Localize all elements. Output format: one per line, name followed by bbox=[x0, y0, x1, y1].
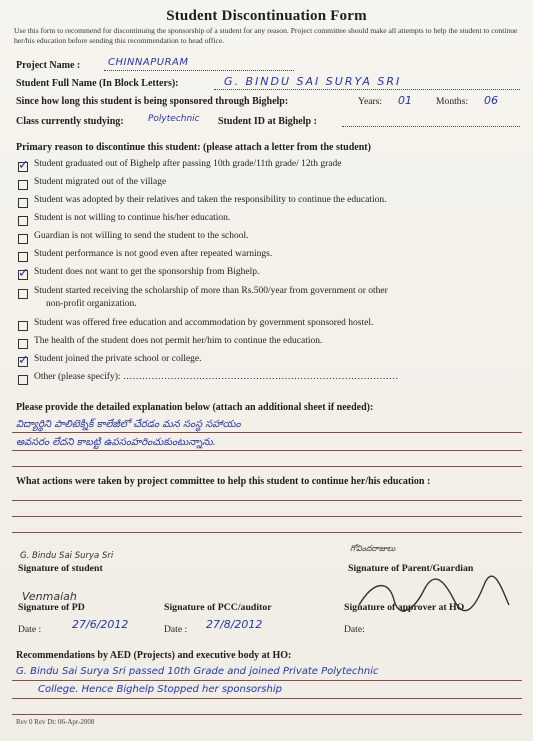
actions-label: What actions were taken by project committee to help this student to continue her/his education : bbox=[16, 476, 431, 487]
project-name-value[interactable]: CHINNAPURAM bbox=[108, 57, 189, 68]
project-name-label: Project Name : bbox=[16, 60, 81, 71]
check-mark-icon: ✓ bbox=[18, 265, 29, 280]
months-value[interactable]: 06 bbox=[484, 94, 498, 107]
reason-label-not-willing: Student is not willing to continue his/her education. bbox=[34, 213, 231, 223]
actions-rule bbox=[12, 532, 522, 533]
student-signature-handwritten: G. Bindu Sai Surya Sri bbox=[20, 551, 114, 561]
reason-label-other: Other (please specify): …………………………………………………………………………… bbox=[34, 372, 399, 382]
project-name-line bbox=[104, 70, 294, 71]
check-mark-icon: ✓ bbox=[18, 157, 29, 172]
years-label: Years: bbox=[358, 96, 383, 107]
reason-label-adopted: Student was adopted by their relatives and taken the responsibility to continue the education. bbox=[34, 195, 387, 205]
parent-signature-label: Signature of Parent/Guardian bbox=[348, 563, 474, 574]
actions-rule bbox=[12, 500, 522, 501]
reason-label-hostel: Student was offered free education and accommodation by government sponsored hostel. bbox=[34, 318, 374, 328]
recommendations-line-1[interactable]: G. Bindu Sai Surya Sri passed 10th Grade and joined Private Polytechnic bbox=[16, 666, 379, 677]
class-value[interactable]: Polytechnic bbox=[148, 114, 200, 124]
date-label-approver: Date: bbox=[344, 624, 365, 635]
revision-footer: Rev 0 Rev Dt: 06-Apr-2008 bbox=[16, 718, 95, 726]
explanation-rule bbox=[12, 432, 522, 433]
reason-label-scholarship-cont: non-profit organization. bbox=[46, 299, 137, 309]
reason-checkbox-scholarship[interactable] bbox=[18, 289, 28, 299]
check-mark-icon: ✓ bbox=[18, 352, 29, 367]
recommendations-label: Recommendations by AED (Projects) and executive body at HO: bbox=[16, 650, 292, 661]
recommendations-rule bbox=[12, 698, 522, 699]
actions-rule bbox=[12, 516, 522, 517]
date-value-pcc[interactable]: 27/8/2012 bbox=[206, 618, 263, 631]
reason-checkbox-performance[interactable] bbox=[18, 252, 28, 262]
reason-label-private-school: Student joined the private school or college. bbox=[34, 354, 202, 364]
recommendations-line-2[interactable]: College. Hence Bighelp Stopped her sponsorship bbox=[38, 684, 282, 695]
date-label-pcc: Date : bbox=[164, 624, 188, 635]
reason-label-migrated: Student migrated out of the village bbox=[34, 177, 167, 187]
reason-checkbox-not-willing[interactable] bbox=[18, 216, 28, 226]
explanation-label: Please provide the detailed explanation below (attach an additional sheet if needed): bbox=[16, 402, 374, 413]
pd-signature-handwritten: Venmaiah bbox=[22, 590, 77, 603]
reason-label-performance: Student performance is not good even after repeated warnings. bbox=[34, 249, 273, 259]
explanation-line-2[interactable]: అవసరం లేదని కాబట్టి ఉపసంహరించుకుంటున్నాను. bbox=[16, 437, 216, 448]
reason-checkbox-migrated[interactable] bbox=[18, 180, 28, 190]
date-label-pd: Date : bbox=[18, 624, 42, 635]
reason-label-guardian: Guardian is not willing to send the student to the school. bbox=[34, 231, 249, 241]
reason-checkbox-other[interactable] bbox=[18, 375, 28, 385]
student-id-line bbox=[342, 126, 520, 127]
student-name-value[interactable]: G. BINDU SAI SURYA SRI bbox=[224, 75, 402, 88]
date-value-pd[interactable]: 27/6/2012 bbox=[72, 618, 129, 631]
recommendations-rule bbox=[12, 714, 522, 715]
parent-signature-handwritten: గోవిందరాజులు bbox=[350, 544, 396, 553]
approver-signature-label: Signature of approver at HO bbox=[344, 602, 465, 613]
student-id-label: Student ID at Bighelp : bbox=[218, 116, 317, 127]
reason-label-no-sponsorship: Student does not want to get the sponsorship from Bighelp. bbox=[34, 267, 260, 277]
form-intro: Use this form to recommend for discontinuing the sponsorship of a student for any reason. Project committee should make all attempts to help the student to continue her/his education before sending this recommendation to head office. bbox=[14, 26, 518, 45]
years-value[interactable]: 01 bbox=[398, 94, 412, 107]
pd-signature-label: Signature of PD bbox=[18, 602, 85, 613]
explanation-line-1[interactable]: విద్యార్థిని పాలిటెక్నిక్ కాలేజీలో చేరడం మన సంస్థ సహాయం bbox=[16, 419, 241, 430]
student-name-line bbox=[214, 89, 520, 90]
reason-checkbox-adopted[interactable] bbox=[18, 198, 28, 208]
reason-label-graduated: Student graduated out of Bighelp after passing 10th grade/11th grade/ 12th grade bbox=[34, 159, 342, 169]
class-label: Class currently studying: bbox=[16, 116, 124, 127]
student-name-label: Student Full Name (In Block Letters): bbox=[16, 78, 179, 89]
student-signature-label: Signature of student bbox=[18, 563, 103, 574]
explanation-rule bbox=[12, 466, 522, 467]
approver-signature-scribble bbox=[354, 575, 514, 615]
reason-checkbox-guardian[interactable] bbox=[18, 234, 28, 244]
sponsored-since-label: Since how long this student is being sponsored through Bighelp: bbox=[16, 96, 289, 107]
pcc-signature-label: Signature of PCC/auditor bbox=[164, 602, 272, 613]
form-title: Student Discontinuation Form bbox=[166, 8, 367, 24]
reason-label-scholarship: Student started receiving the scholarship of more than Rs.500/year from government or other bbox=[34, 286, 388, 296]
recommendations-rule bbox=[12, 680, 522, 681]
reason-checkbox-hostel[interactable] bbox=[18, 321, 28, 331]
primary-reason-label: Primary reason to discontinue this student: (please attach a letter from the student) bbox=[16, 142, 371, 153]
reason-checkbox-health[interactable] bbox=[18, 339, 28, 349]
months-label: Months: bbox=[436, 96, 468, 107]
explanation-rule bbox=[12, 450, 522, 451]
reason-label-health: The health of the student does not permit her/him to continue the education. bbox=[34, 336, 323, 346]
